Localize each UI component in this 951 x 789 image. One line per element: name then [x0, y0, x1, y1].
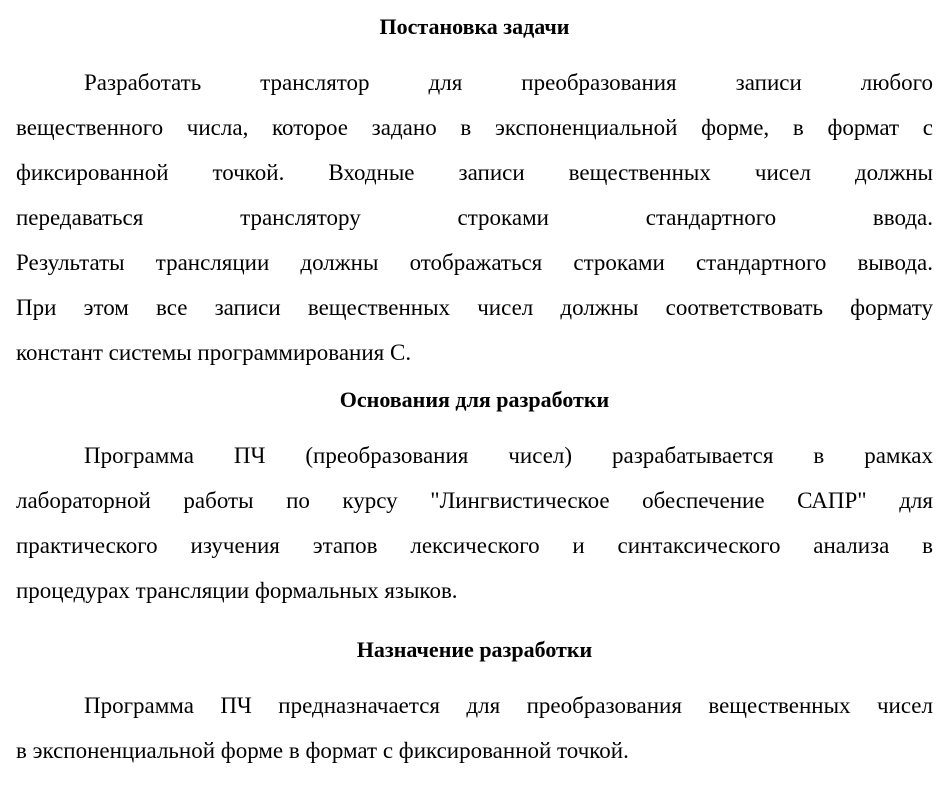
section-body-development-basis	[16, 433, 933, 613]
text-line: Программа ПЧ предназначается для преобразования вещественных чисел	[84, 693, 933, 718]
text-line: констант системы программирования С.	[16, 340, 412, 365]
section-heading-development-purpose: Назначение разработки	[356, 637, 593, 662]
section-heading-development-basis: Основания для разработки	[339, 387, 610, 412]
text-line: лабораторной работы по курсу "Лингвистическое обеспечение САПР" для	[16, 488, 933, 513]
section-body-development-purpose	[16, 683, 933, 773]
text-line: передаваться транслятору строками стандартного ввода.	[16, 205, 933, 230]
text-line: процедурах трансляции формальных языков.	[16, 578, 458, 603]
document-page	[16, 8, 933, 773]
text-line: При этом все записи вещественных чисел должны соответствовать формату	[16, 295, 933, 320]
section-body-problem-statement	[16, 60, 933, 375]
text-line: Результаты трансляции должны отображаться строками стандартного вывода.	[16, 250, 933, 275]
text-line: Разработать транслятор для преобразования записи любого	[84, 70, 933, 95]
text-line: вещественного числа, которое задано в экспоненциальной форме, в формат с	[16, 115, 933, 140]
text-line: фиксированной точкой. Входные записи вещественных чисел должны	[16, 160, 933, 185]
text-line: Программа ПЧ (преобразования чисел) разрабатывается в рамках	[84, 443, 933, 468]
text-line: практического изучения этапов лексического и синтаксического анализа в	[16, 533, 933, 558]
text-line: в экспоненциальной форме в формат с фиксированной точкой.	[16, 738, 629, 763]
section-heading-problem-statement: Постановка задачи	[379, 14, 570, 39]
